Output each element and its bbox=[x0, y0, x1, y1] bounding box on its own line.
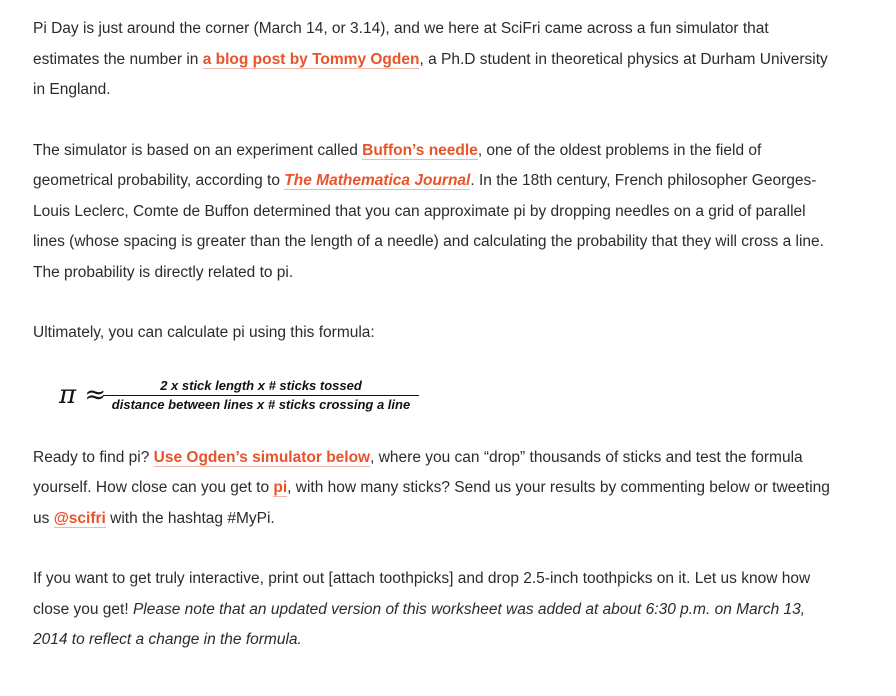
paragraph-formula-intro: Ultimately, you can calculate pi using this formula: bbox=[33, 324, 375, 341]
paragraph-toothpicks bbox=[33, 564, 833, 656]
paragraph-text: , where you can “drop” thousands of sticks and test the formula yourself. How close can you get to bbox=[33, 448, 803, 496]
scifri-twitter-link[interactable]: @scifri bbox=[53, 509, 106, 527]
article-body bbox=[33, 14, 833, 686]
formula-denominator: distance between lines x # sticks crossing a line bbox=[111, 396, 411, 412]
pi-formula bbox=[33, 373, 833, 431]
update-note: Please note that an updated version of this worksheet was added at about 6:30 p.m. on March 13, 2014 to reflect a change in the formula. bbox=[33, 600, 806, 648]
paragraph-text: . In the 18th century, French philosopher Georges-Louis Leclerc, Comte de Buffon determined that you can approximate pi by dropping needles on a grid of parallel lines (whose spacing is greater than the length of a needle) and calculating the probability that they will cross a line. The probability is directly related to pi. bbox=[33, 172, 824, 281]
pi-symbol: π ≈ bbox=[59, 379, 107, 410]
paragraph-buffon bbox=[33, 136, 833, 289]
paragraph-text: Pi Day is just around the corner (March 14, or 3.14), and we here at SciFri came across a fun simulator that estimates the number in bbox=[33, 20, 769, 68]
paragraph-intro bbox=[33, 14, 833, 106]
paragraph-text: , a Ph.D student in theoretical physics at Durham University in England. bbox=[33, 50, 828, 98]
formula-fraction bbox=[103, 377, 419, 414]
paragraph-text: Ready to find pi? bbox=[33, 448, 154, 466]
paragraph-text: with the hashtag #MyPi. bbox=[105, 509, 275, 527]
paragraph-text: If you want to get truly interactive, print out [attach toothpicks] and drop 2.5-inch toothpicks on it. Let us know how close you get! bbox=[33, 570, 811, 618]
formula-numerator: 2 x stick length x # sticks tossed bbox=[103, 377, 419, 396]
paragraph-simulator bbox=[33, 443, 833, 535]
blog-post-link[interactable]: a blog post by Tommy Ogden bbox=[202, 50, 420, 68]
paragraph-text: The simulator is based on an experiment called bbox=[33, 141, 363, 159]
pi-link[interactable]: pi bbox=[273, 479, 288, 496]
paragraph-text: , with how many sticks? Send us your results by commenting below or tweeting us bbox=[33, 479, 830, 527]
mathematica-journal-link[interactable]: The Mathematica Journal bbox=[284, 172, 471, 189]
simulator-link[interactable]: Use Ogden’s simulator below bbox=[153, 448, 371, 466]
buffons-needle-link[interactable]: Buffon’s needle bbox=[362, 141, 478, 159]
paragraph-text: , one of the oldest problems in the field of geometrical probability, according to bbox=[33, 141, 762, 189]
